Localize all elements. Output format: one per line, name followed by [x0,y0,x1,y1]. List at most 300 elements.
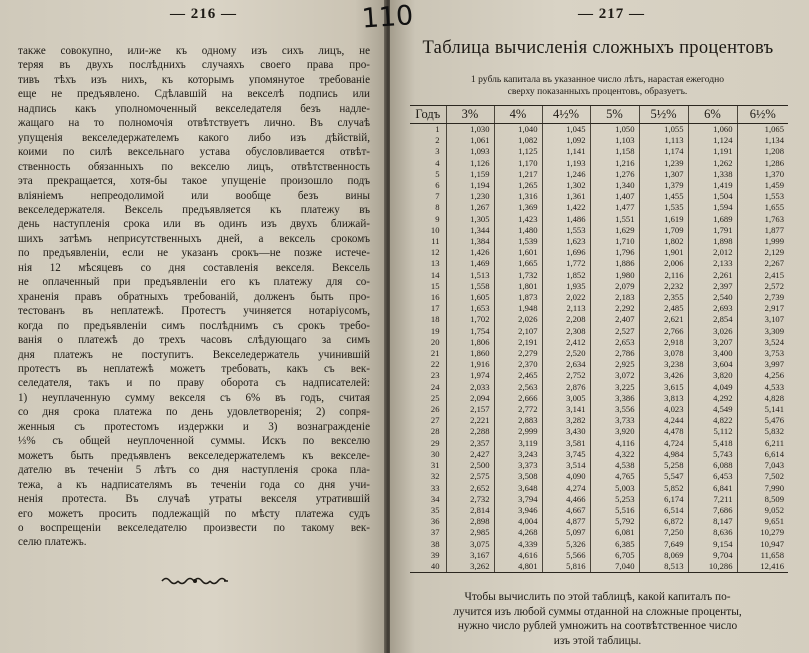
value-cell: 6,081 [590,527,639,538]
table-row [410,438,788,449]
value-cell: 1,384 [446,236,494,247]
value-cell: 1,379 [639,180,688,191]
text-line: эта прекращается, хотя-бы такое упущеніе произошло подъ [18,175,370,188]
value-cell: 3,615 [639,382,688,393]
table-subtitle [410,74,785,98]
value-cell: 1,370 [737,169,788,180]
value-cell: 2,292 [590,303,639,314]
value-cell: 6,705 [590,550,639,561]
value-cell: 10,947 [737,539,788,550]
value-cell: 1,158 [590,146,639,157]
value-cell: 2,183 [590,292,639,303]
year-cell: 33 [430,482,440,493]
value-cell: 1,159 [446,169,494,180]
value-cell: 1,426 [446,247,494,258]
value-cell: 1,082 [494,135,542,146]
value-cell: 2,772 [494,404,542,415]
table-row [410,337,788,348]
text-line: жащаго на то полномочія отвѣтствуетъ лично. Въ случаѣ [18,117,370,130]
value-cell: 1,539 [494,236,542,247]
text-line: нія 12 мѣсяцевъ со дня составленія векселя. Вексель [18,261,370,274]
value-cell: 6,385 [590,539,639,550]
value-cell: 2,485 [639,303,688,314]
value-cell: 2,232 [639,281,688,292]
value-cell: 1,419 [688,180,737,191]
value-cell: 8,513 [639,561,688,573]
value-cell: 2,427 [446,449,494,460]
year-cell: 18 [430,314,440,325]
value-cell: 1,763 [737,214,788,225]
value-cell: 1,459 [737,180,788,191]
text-line: теряя въ двухъ послѣднихъ случаяхъ своего права про- [18,59,370,72]
value-cell: 5,816 [542,561,590,573]
value-cell: 1,422 [542,202,590,213]
year-cell: 27 [430,415,440,426]
value-cell: 2,308 [542,326,590,337]
table-row [410,382,788,393]
value-cell: 1,239 [639,158,688,169]
value-cell: 6,514 [639,505,688,516]
value-cell: 9,052 [737,505,788,516]
value-cell: 3,733 [590,415,639,426]
ornament-divider [160,575,230,587]
value-cell: 1,948 [494,303,542,314]
value-cell: 2,653 [590,337,639,348]
table-row [410,158,788,169]
value-cell: 2,527 [590,326,639,337]
value-cell: 2,999 [494,426,542,437]
value-cell: 4,004 [494,516,542,527]
value-cell: 3,946 [494,505,542,516]
table-title: Таблица вычисленія сложныхъ процентовъ [422,38,774,58]
value-cell: 3,207 [688,337,737,348]
table-row [410,258,788,269]
right-page-number: — 217 — [578,6,645,22]
value-cell: 4,801 [494,561,542,573]
value-cell: 3,026 [688,326,737,337]
value-cell: 3,753 [737,348,788,359]
table-row [410,348,788,359]
text-line: тестованъ въ неплатежѣ. Протестъ учиняется нотаріусомъ, [18,305,370,318]
value-cell: 3,243 [494,449,542,460]
value-cell: 1,594 [688,202,737,213]
value-cell: 2,854 [688,314,737,325]
value-cell: 1,065 [737,124,788,136]
value-cell: 5,547 [639,471,688,482]
value-cell: 1,216 [590,158,639,169]
value-cell: 2,107 [494,326,542,337]
value-cell: 2,814 [446,505,494,516]
value-cell: 3,141 [542,404,590,415]
value-cell: 5,326 [542,539,590,550]
value-cell: 4,466 [542,494,590,505]
value-cell: 10,286 [688,561,737,573]
value-cell: 1,305 [446,214,494,225]
table-body [410,124,788,573]
year-cell: 37 [430,527,440,538]
value-cell: 3,524 [737,337,788,348]
value-cell: 2,113 [542,303,590,314]
text-line: можетъ быть предъявленъ векселедержателемъ къ векселе- [18,449,370,462]
value-cell: 5,743 [688,449,737,460]
value-cell: 1,193 [542,158,590,169]
value-cell: 1,286 [737,158,788,169]
value-cell: 2,766 [639,326,688,337]
text-line: по предъявленіи, если не указанъ срокъ—не позже истече- [18,247,370,260]
value-cell: 7,502 [737,471,788,482]
value-cell: 2,116 [639,270,688,281]
value-cell: 1,802 [639,236,688,247]
year-cell: 30 [430,448,440,459]
value-cell: 1,801 [494,281,542,292]
value-cell: 1,558 [446,281,494,292]
year-cell: 14 [430,269,440,280]
table-row [410,415,788,426]
value-cell: 9,651 [737,516,788,527]
value-cell: 4,822 [688,415,737,426]
value-cell: 3,107 [737,314,788,325]
value-cell: 5,832 [737,426,788,437]
table-row [410,314,788,325]
value-cell: 2,652 [446,483,494,494]
year-cell: 36 [430,516,440,527]
value-cell: 7,686 [688,505,737,516]
year-cell: 40 [410,561,446,573]
value-cell: 1,407 [590,191,639,202]
value-cell: 3,745 [542,449,590,460]
value-cell: 1,623 [542,236,590,247]
table-row [410,202,788,213]
table-row [410,483,788,494]
value-cell: 2,898 [446,516,494,527]
value-cell: 6,211 [737,438,788,449]
text-line: векселедержателя. Вексель предъявляется къ платежу въ [18,203,370,216]
value-cell: 9,704 [688,550,737,561]
value-cell: 3,167 [446,550,494,561]
year-cell: 17 [430,303,440,314]
table-row [410,180,788,191]
value-cell: 1,974 [446,370,494,381]
value-cell: 1,873 [494,292,542,303]
value-cell: 1,125 [494,146,542,157]
value-cell: 2,520 [542,348,590,359]
value-cell: 5,112 [688,426,737,437]
year-cell: 13 [430,258,440,269]
value-cell: 1,665 [494,258,542,269]
value-cell: 2,022 [542,292,590,303]
footnote-line: нужно число рублей умножить на соотвѣтственное число [457,620,738,632]
value-cell: 4,828 [737,393,788,404]
value-cell: 3,920 [590,426,639,437]
value-cell: 2,012 [688,247,737,258]
value-cell: 1,791 [688,225,737,236]
value-cell: 1,806 [446,337,494,348]
text-line: ванія о платежѣ до трехъ часовъ слѣдующаго за симъ [18,334,370,347]
value-cell: 2,279 [494,348,542,359]
table-row [410,281,788,292]
value-cell: 2,563 [494,382,542,393]
value-cell: 1,262 [688,158,737,169]
value-cell: 1,040 [494,124,542,136]
footnote-line: изъ этой таблицы. [553,634,642,647]
value-cell: 2,033 [446,382,494,393]
column-header: Годъ [410,106,446,124]
value-cell: 3,238 [639,359,688,370]
table-row [410,191,788,202]
value-cell: 3,430 [542,426,590,437]
table-row [410,326,788,337]
value-cell: 2,006 [639,258,688,269]
table-row [410,527,788,538]
subtitle-line: сверху показанныхъ процентовъ, образуетъ. [507,86,688,97]
footnote-line: Чтобы вычислить по этой таблицѣ, какой капиталъ по- [464,591,731,603]
text-line: вліяніемъ непреодолимой или вообще безъ вины [18,189,370,202]
table-row [410,359,788,370]
table-row [410,449,788,460]
year-cell: 4 [435,157,440,168]
value-cell: 4,538 [590,460,639,471]
value-cell: 7,649 [639,539,688,550]
value-cell: 1,208 [737,146,788,157]
value-cell: 4,533 [737,382,788,393]
table-row [410,225,788,236]
left-page [0,0,386,653]
text-line: не оплаченный при предъявленіи его къ платежу для со- [18,276,370,289]
value-cell: 5,792 [590,516,639,527]
column-header: 4% [494,106,542,124]
year-cell: 35 [430,504,440,515]
text-line: ненія протеста. Въ случаѣ утраты векселя утратившій [18,493,370,506]
footnote-line: лучится изъ любой суммы отданной на сложные проценты, [453,605,742,618]
value-cell: 1,732 [494,270,542,281]
value-cell: 4,549 [688,404,737,415]
year-cell: 15 [430,280,440,291]
value-cell: 1,050 [590,124,639,136]
value-cell: 11,658 [737,550,788,561]
value-cell: 6,841 [688,483,737,494]
table-row [410,516,788,527]
value-cell: 2,500 [446,460,494,471]
value-cell: 1,860 [446,348,494,359]
text-line: дня платежъ не поступитъ. Векселедержатель учинившій [18,348,370,361]
value-cell: 2,157 [446,404,494,415]
value-cell: 1,316 [494,191,542,202]
year-cell: 39 [430,549,440,560]
value-cell: 1,060 [688,124,737,136]
value-cell: 5,852 [639,483,688,494]
value-cell: 2,355 [639,292,688,303]
value-cell: 2,415 [737,270,788,281]
text-line: день наступленія срока или въ одинъ изъ двухъ ближай- [18,218,370,231]
handwritten-page-mark: 110 [360,0,415,35]
value-cell: 3,309 [737,326,788,337]
value-cell: 1,103 [590,135,639,146]
table-row [410,471,788,482]
value-cell: 6,088 [688,460,737,471]
value-cell: 1,689 [688,214,737,225]
text-line: его можетъ просить подлежащій по мѣсту платежа судъ [18,507,370,520]
value-cell: 1,113 [639,135,688,146]
value-cell: 4,090 [542,471,590,482]
value-cell: 1,092 [542,135,590,146]
value-cell: 5,516 [590,505,639,516]
text-line: о воспрещеніи векселедателю произвести по такому век- [18,521,370,534]
year-cell: 19 [430,325,440,336]
value-cell: 1,265 [494,180,542,191]
value-cell: 10,279 [737,527,788,538]
value-cell: 1,170 [494,158,542,169]
value-cell: 2,918 [639,337,688,348]
value-cell: 3,514 [542,460,590,471]
value-cell: 2,752 [542,370,590,381]
value-cell: 7,211 [688,494,737,505]
value-cell: 1,217 [494,169,542,180]
value-cell: 2,985 [446,527,494,538]
value-cell: 6,453 [688,471,737,482]
value-cell: 1,093 [446,146,494,157]
year-cell: 16 [430,292,440,303]
value-cell: 2,634 [542,359,590,370]
column-header: 5½% [639,106,688,124]
year-cell: 9 [435,213,440,224]
text-line: ственность обязанныхъ по векселю лицъ, отвѣтственность [18,160,370,173]
year-cell: 1 [435,124,440,134]
value-cell: 2,133 [688,258,737,269]
value-cell: 3,075 [446,539,494,550]
value-cell: 7,990 [737,483,788,494]
value-cell: 4,274 [542,483,590,494]
text-line: селю платежъ. [18,536,87,549]
value-cell: 1,601 [494,247,542,258]
value-cell: 3,373 [494,460,542,471]
value-cell: 4,256 [737,370,788,381]
value-cell: 4,667 [542,505,590,516]
table-row [410,146,788,157]
right-page [390,0,809,653]
value-cell: 2,693 [688,303,737,314]
value-cell: 1,653 [446,303,494,314]
value-cell: 8,509 [737,494,788,505]
year-cell: 26 [430,404,440,415]
year-cell: 8 [435,202,440,213]
value-cell: 1,134 [737,135,788,146]
table-row [410,426,788,437]
value-cell: 1,935 [542,281,590,292]
text-line: со дня срока платежа по день удовлетворенія; 2) сопря- [18,406,370,419]
value-cell: 1,055 [639,124,688,136]
subtitle-line: 1 рубль капитала въ указанное число лѣтъ, нарастая ежегодно [470,74,725,85]
value-cell: 2,925 [590,359,639,370]
value-cell: 2,732 [446,494,494,505]
value-cell: 1,340 [590,180,639,191]
column-header: 6% [688,106,737,124]
value-cell: 2,666 [494,393,542,404]
value-cell: 1,469 [446,258,494,269]
text-line: тивъ тѣхъ изъ нихъ, къ которымъ упомянутое требованіе [18,73,370,86]
column-header: 3% [446,106,494,124]
value-cell: 2,739 [737,292,788,303]
value-cell: 3,072 [590,370,639,381]
year-cell: 3 [435,146,440,157]
value-cell: 6,174 [639,494,688,505]
year-cell: 32 [430,471,440,482]
value-cell: 1,061 [446,135,494,146]
value-cell: 1,267 [446,202,494,213]
value-cell: 1,455 [639,191,688,202]
value-cell: 1,246 [542,169,590,180]
value-cell: 1,141 [542,146,590,157]
value-cell: 3,386 [590,393,639,404]
year-cell: 29 [430,437,440,448]
year-cell: 23 [430,370,440,381]
value-cell: 1,302 [542,180,590,191]
value-cell: 1,307 [639,169,688,180]
value-cell: 3,225 [590,382,639,393]
value-cell: 12,416 [737,561,788,573]
table-row [410,561,788,573]
value-cell: 6,614 [737,449,788,460]
value-cell: 1,754 [446,326,494,337]
text-line: храненія правъ обратныхъ требованій, долженъ быть про- [18,290,370,303]
text-line: также совокупно, или-же къ одному изъ сихъ лицъ, не [18,45,370,57]
value-cell: 1,702 [446,314,494,325]
value-cell: 2,261 [688,270,737,281]
value-cell: 1,709 [639,225,688,236]
value-cell: 1,486 [542,214,590,225]
value-cell: 1,124 [688,135,737,146]
year-cell: 10 [430,224,440,235]
year-cell: 11 [431,236,440,247]
year-cell: 12 [430,247,440,258]
value-cell: 1,999 [737,236,788,247]
year-cell: 5 [435,168,440,179]
value-cell: 1,030 [446,124,494,136]
value-cell: 1,361 [542,191,590,202]
value-cell: 1,553 [737,191,788,202]
value-cell: 5,476 [737,415,788,426]
value-cell: 1,045 [542,124,590,136]
value-cell: 2,397 [688,281,737,292]
value-cell: 1,710 [590,236,639,247]
value-cell: 1,852 [542,270,590,281]
value-cell: 1,513 [446,270,494,281]
value-cell: 3,813 [639,393,688,404]
value-cell: 2,221 [446,415,494,426]
value-cell: 5,003 [590,483,639,494]
year-cell: 38 [430,538,440,549]
value-cell: 1,477 [590,202,639,213]
value-cell: 2,208 [542,314,590,325]
value-cell: 1,191 [688,146,737,157]
text-line: ⅓% съ общей неуплоченной суммы. Искъ по векселю [18,435,370,448]
value-cell: 2,094 [446,393,494,404]
value-cell: 1,369 [494,202,542,213]
value-cell: 8,636 [688,527,737,538]
text-line: тежа, а къ надписателямъ въ теченіи года со дня учи- [18,478,370,491]
text-line: шихъ затѣмъ неприсутственныхъ дней, а вексель срокомъ [18,232,370,245]
table-footnote [410,590,785,648]
table-row [410,292,788,303]
column-header: 4½% [542,106,590,124]
year-cell: 2 [435,135,440,146]
table-row [410,169,788,180]
value-cell: 4,292 [688,393,737,404]
value-cell: 3,648 [494,483,542,494]
value-cell: 3,400 [688,348,737,359]
value-cell: 1,772 [542,258,590,269]
value-cell: 3,005 [542,393,590,404]
value-cell: 2,129 [737,247,788,258]
